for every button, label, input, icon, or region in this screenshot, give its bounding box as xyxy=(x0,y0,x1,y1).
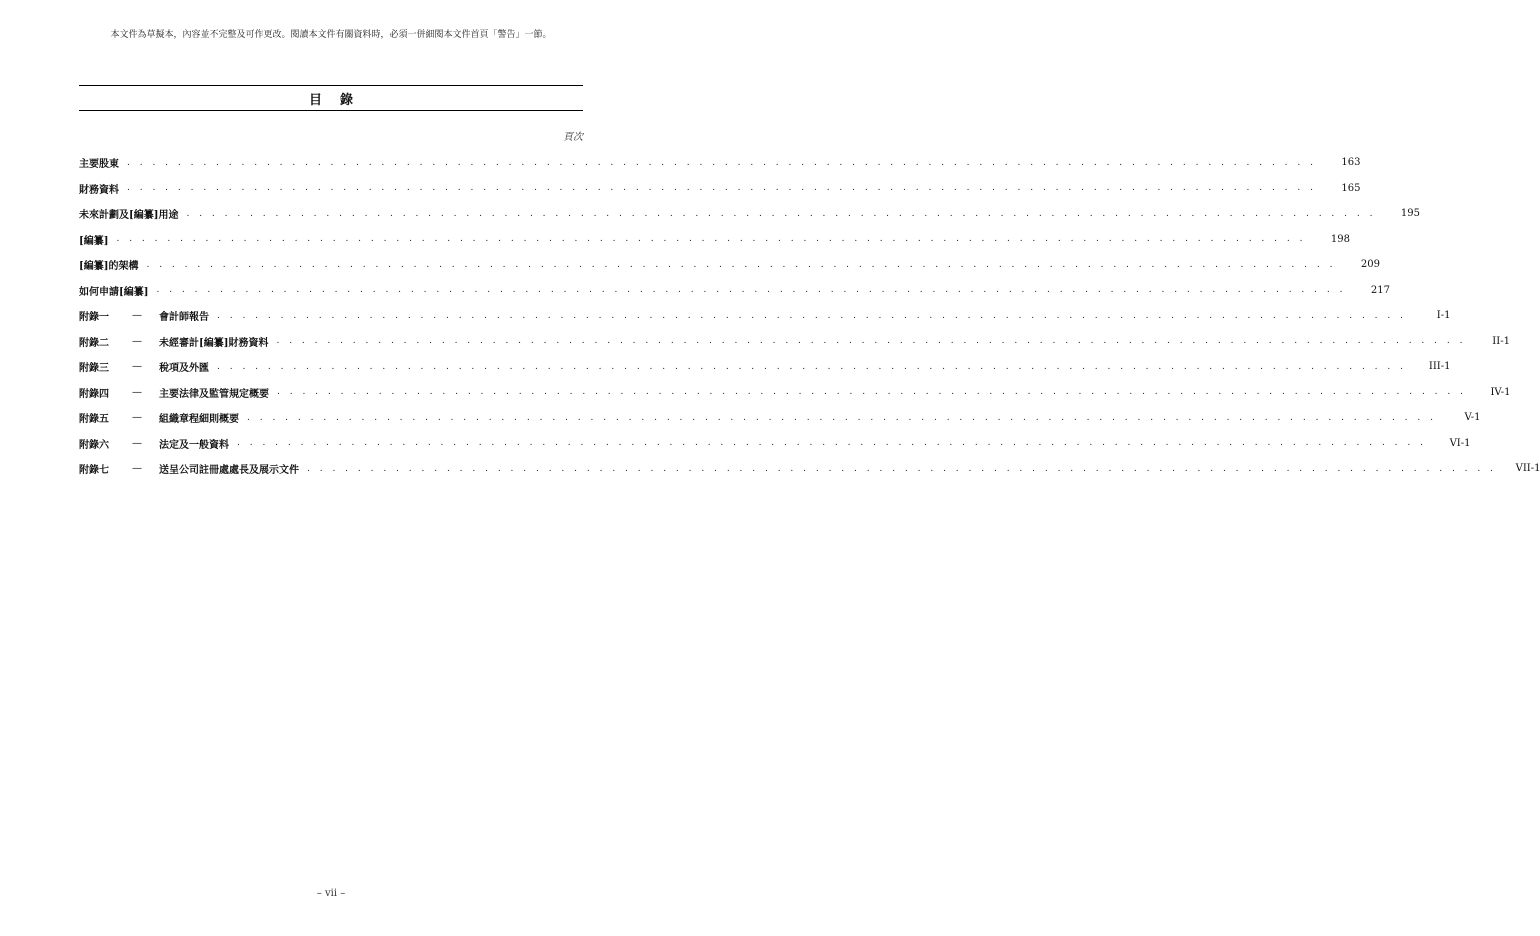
toc-entry[interactable] xyxy=(79,227,1350,253)
toc-entry[interactable] xyxy=(79,176,1361,202)
toc-appendix-entry[interactable] xyxy=(79,354,1451,380)
toc-entry-title: 稅項及外匯 xyxy=(159,363,209,375)
leader-dots: . . . . . . . . . . . . . . . . . . . . . . . . . . . . . . . . . . . . . . . . . . . . . . . . . . . . . . . . . . . . . . . . . . . . . . . . . . . . . . . . . . . . . . . . . . . . . . xyxy=(127,157,1317,168)
page-title: 目錄 xyxy=(308,93,371,108)
appendix-label: 附錄六 xyxy=(79,439,109,451)
toc-page-number: 195 xyxy=(1400,208,1420,220)
toc-entry-title: 會計師報告 xyxy=(159,312,209,324)
toc-entry-title: 主要法律及監管規定概要 xyxy=(159,388,269,400)
toc-page-number: VI-1 xyxy=(1449,437,1471,449)
em-dash: — xyxy=(132,386,142,398)
toc-entry-title: 法定及一般資料 xyxy=(159,439,229,451)
leader-dots: . . . . . . . . . . . . . . . . . . . . . . . . . . . . . . . . . . . . . . . . . . . . . . . . . . . . . . . . . . . . . . . . . . . . . . . . . . . . . . . . . . . . . . . . . . . . . . xyxy=(277,387,1467,398)
leader-dots: . . . . . . . . . . . . . . . . . . . . . . . . . . . . . . . . . . . . . . . . . . . . . . . . . . . . . . . . . . . . . . . . . . . . . . . . . . . . . . . . . . . . . . . . . . . . . . xyxy=(127,183,1317,194)
toc-entry[interactable] xyxy=(79,278,1390,304)
toc-page-number: I-1 xyxy=(1436,310,1451,322)
toc-appendix-entry[interactable] xyxy=(79,380,1511,406)
toc-page-number: 165 xyxy=(1341,182,1361,194)
toc-page-number: II-1 xyxy=(1492,335,1510,347)
toc-page-number: 217 xyxy=(1370,284,1390,296)
leader-dots: . . . . . . . . . . . . . . . . . . . . . . . . . . . . . . . . . . . . . . . . . . . . . . . . . . . . . . . . . . . . . . . . . . . . . . . . . . . . . . . . . . . . . . . . . . . . . . xyxy=(307,463,1497,474)
toc-entry[interactable] xyxy=(79,201,1420,227)
toc-page-number: VII-1 xyxy=(1515,463,1540,475)
toc-entry-title: [編纂]的架構 xyxy=(79,261,139,273)
leader-dots: . . . . . . . . . . . . . . . . . . . . . . . . . . . . . . . . . . . . . . . . . . . . . . . . . . . . . . . . . . . . . . . . . . . . . . . . . . . . . . . . . . . . . . . . . . . . . . xyxy=(217,361,1407,372)
toc-entry-title: 組織章程細則概要 xyxy=(159,414,239,426)
em-dash: — xyxy=(132,335,142,347)
appendix-label: 附錄七 xyxy=(79,465,109,477)
leader-dots: . . . . . . . . . . . . . . . . . . . . . . . . . . . . . . . . . . . . . . . . . . . . . . . . . . . . . . . . . . . . . . . . . . . . . . . . . . . . . . . . . . . . . . . . . . . . . . xyxy=(186,208,1376,219)
toc-appendix-entry[interactable] xyxy=(79,329,1510,355)
em-dash: — xyxy=(132,412,142,424)
em-dash: — xyxy=(132,463,142,475)
page-footer-number: – vii – xyxy=(316,888,346,899)
leader-dots: . . . . . . . . . . . . . . . . . . . . . . . . . . . . . . . . . . . . . . . . . . . . . . . . . . . . . . . . . . . . . . . . . . . . . . . . . . . . . . . . . . . . . . . . . . . . . . xyxy=(146,259,1336,270)
appendix-label: 附錄三 xyxy=(79,363,109,375)
em-dash: — xyxy=(132,437,142,449)
appendix-label: 附錄四 xyxy=(79,388,109,400)
draft-disclaimer: 本文件為草擬本，內容並不完整及可作更改。閱讀本文件有關資料時，必須一併細閱本文件首頁「警告」一節。 xyxy=(110,30,552,40)
toc-appendix-entry[interactable] xyxy=(79,456,1540,482)
leader-dots: . . . . . . . . . . . . . . . . . . . . . . . . . . . . . . . . . . . . . . . . . . . . . . . . . . . . . . . . . . . . . . . . . . . . . . . . . . . . . . . . . . . . . . . . . . . . . . xyxy=(237,438,1427,449)
toc-entry-title: 未經審計[編纂]財務資料 xyxy=(159,337,269,349)
toc-entry-title: 送呈公司註冊處處長及展示文件 xyxy=(159,465,299,477)
em-dash: — xyxy=(132,361,142,373)
toc-page-number: 209 xyxy=(1360,259,1380,271)
leader-dots: . . . . . . . . . . . . . . . . . . . . . . . . . . . . . . . . . . . . . . . . . . . . . . . . . . . . . . . . . . . . . . . . . . . . . . . . . . . . . . . . . . . . . . . . . . . . . . xyxy=(247,412,1437,423)
toc-entry[interactable] xyxy=(79,150,1361,176)
toc-page-number: IV-1 xyxy=(1490,386,1511,398)
toc-entry-title: 未來計劃及[編纂]用途 xyxy=(79,210,179,222)
appendix-label: 附錄二 xyxy=(79,337,109,349)
leader-dots: . . . . . . . . . . . . . . . . . . . . . . . . . . . . . . . . . . . . . . . . . . . . . . . . . . . . . . . . . . . . . . . . . . . . . . . . . . . . . . . . . . . . . . . . . . . . . . xyxy=(276,336,1466,347)
toc-entry-title: [編纂] xyxy=(79,235,109,247)
toc-page-number: 198 xyxy=(1330,233,1350,245)
toc-entry-title: 財務資料 xyxy=(79,184,119,196)
toc-entry[interactable] xyxy=(79,252,1380,278)
leader-dots: . . . . . . . . . . . . . . . . . . . . . . . . . . . . . . . . . . . . . . . . . . . . . . . . . . . . . . . . . . . . . . . . . . . . . . . . . . . . . . . . . . . . . . . . . . . . . . xyxy=(217,310,1407,321)
toc-appendix-entry[interactable] xyxy=(79,405,1481,431)
leader-dots: . . . . . . . . . . . . . . . . . . . . . . . . . . . . . . . . . . . . . . . . . . . . . . . . . . . . . . . . . . . . . . . . . . . . . . . . . . . . . . . . . . . . . . . . . . . . . . xyxy=(156,285,1346,296)
toc-page-number: 163 xyxy=(1341,157,1361,169)
toc-entry-title: 主要股東 xyxy=(79,159,119,171)
title-block xyxy=(79,85,583,111)
table-of-contents xyxy=(79,150,1540,482)
appendix-label: 附錄五 xyxy=(79,414,109,426)
page-column-heading: 頁次 xyxy=(563,132,583,143)
em-dash: — xyxy=(132,310,142,322)
toc-page-number: III-1 xyxy=(1428,361,1451,373)
toc-entry-title: 如何申請[編纂] xyxy=(79,286,149,298)
toc-page-number: V-1 xyxy=(1464,412,1481,424)
toc-appendix-entry[interactable] xyxy=(79,303,1451,329)
appendix-label: 附錄一 xyxy=(79,312,109,324)
toc-appendix-entry[interactable] xyxy=(79,431,1471,457)
leader-dots: . . . . . . . . . . . . . . . . . . . . . . . . . . . . . . . . . . . . . . . . . . . . . . . . . . . . . . . . . . . . . . . . . . . . . . . . . . . . . . . . . . . . . . . . . . . . . . xyxy=(116,234,1306,245)
